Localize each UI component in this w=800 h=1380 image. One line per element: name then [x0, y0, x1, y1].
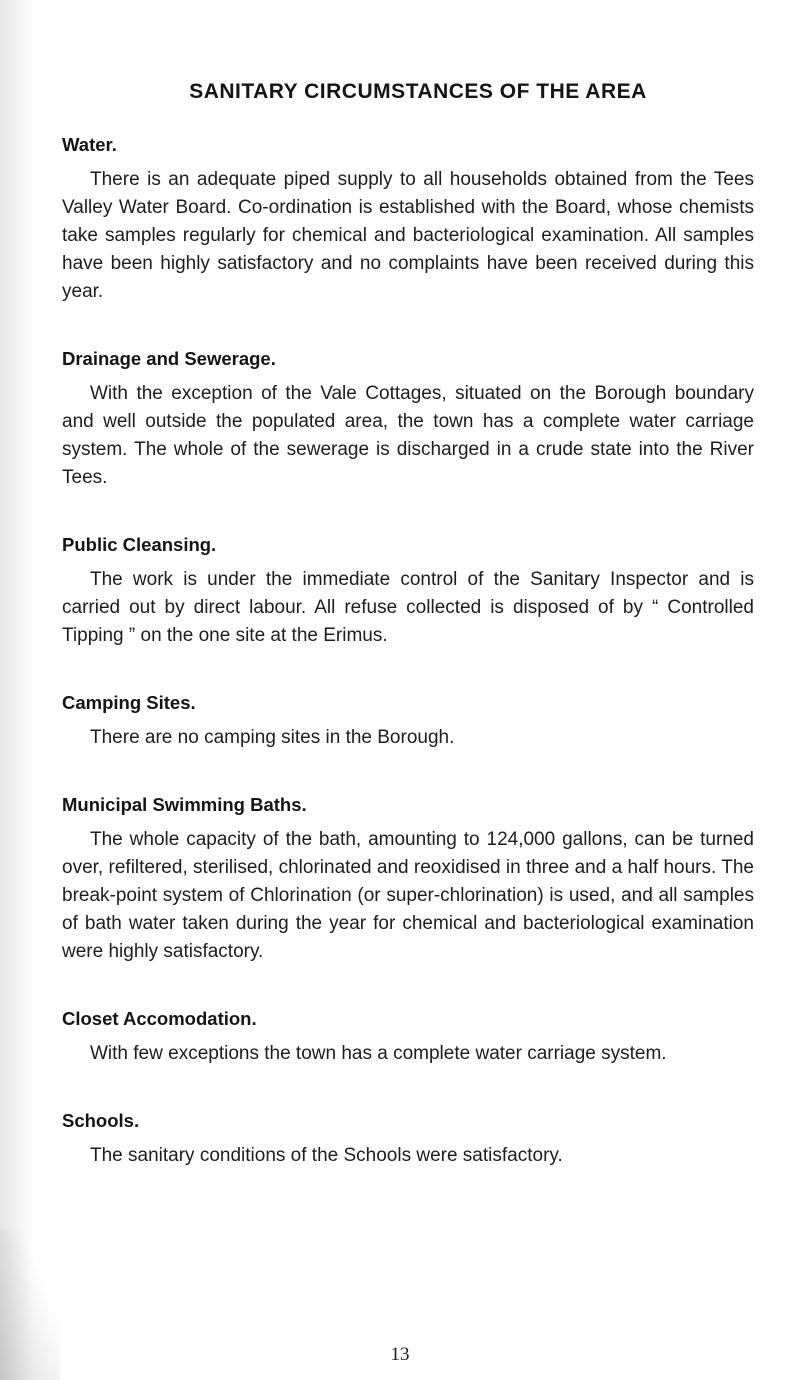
section-heading: Camping Sites.: [62, 692, 196, 713]
section-paragraph: The sanitary conditions of the Schools were satisfactory.: [90, 1145, 563, 1166]
page-title: SANITARY CIRCUMSTANCES OF THE AREA: [189, 80, 647, 103]
section-heading: Schools.: [62, 1110, 140, 1131]
section-swimming-baths: [62, 794, 754, 966]
section-heading: Water.: [62, 134, 117, 155]
section-heading: Municipal Swimming Baths.: [62, 794, 307, 815]
document-page: [62, 80, 754, 1170]
section-paragraph: With the exception of the Vale Cottages, situated on the Borough boundary and well outside the populated area, the town has a complete water carriage system. The whole of the sewerage is discharged in a crude state into the River Tees.: [62, 383, 754, 488]
section-paragraph: The whole capacity of the bath, amounting to 124,000 gallons, can be turned over, refiltered, sterilised, chlorinated and reoxidised in three and a half hours. The break-point system of Chlorination (or super-chlorination) is used, and all samples of bath water taken during the year for chemical and bacteriological examination were highly satisfactory.: [62, 829, 754, 962]
section-water: [62, 134, 754, 306]
section-paragraph: With few exceptions the town has a complete water carriage system.: [90, 1043, 667, 1064]
scan-shadow-left: [0, 0, 34, 1380]
section-schools: [62, 1110, 754, 1170]
section-camping-sites: [62, 692, 754, 752]
section-paragraph: There is an adequate piped supply to all households obtained from the Tees Valley Water Board. Co-ordination is established with the Board, whose chemists take samples regularly for chemical and bacteriological examination. All samples have been highly satisfactory and no complaints have been received during this year.: [62, 169, 754, 302]
section-heading: Closet Accomodation.: [62, 1008, 257, 1029]
section-paragraph: There are no camping sites in the Borough.: [90, 727, 455, 748]
section-heading: Drainage and Sewerage.: [62, 348, 276, 369]
section-heading: Public Cleansing.: [62, 534, 217, 555]
section-closet-accomodation: [62, 1008, 754, 1068]
section-paragraph: The work is under the immediate control of the Sanitary Inspector and is carried out by direct labour. All refuse collected is disposed of by “ Controlled Tipping ” on the one site at the Erimus.: [62, 569, 754, 646]
section-drainage: [62, 348, 754, 492]
page-number: 13: [390, 1344, 410, 1365]
section-public-cleansing: [62, 534, 754, 650]
